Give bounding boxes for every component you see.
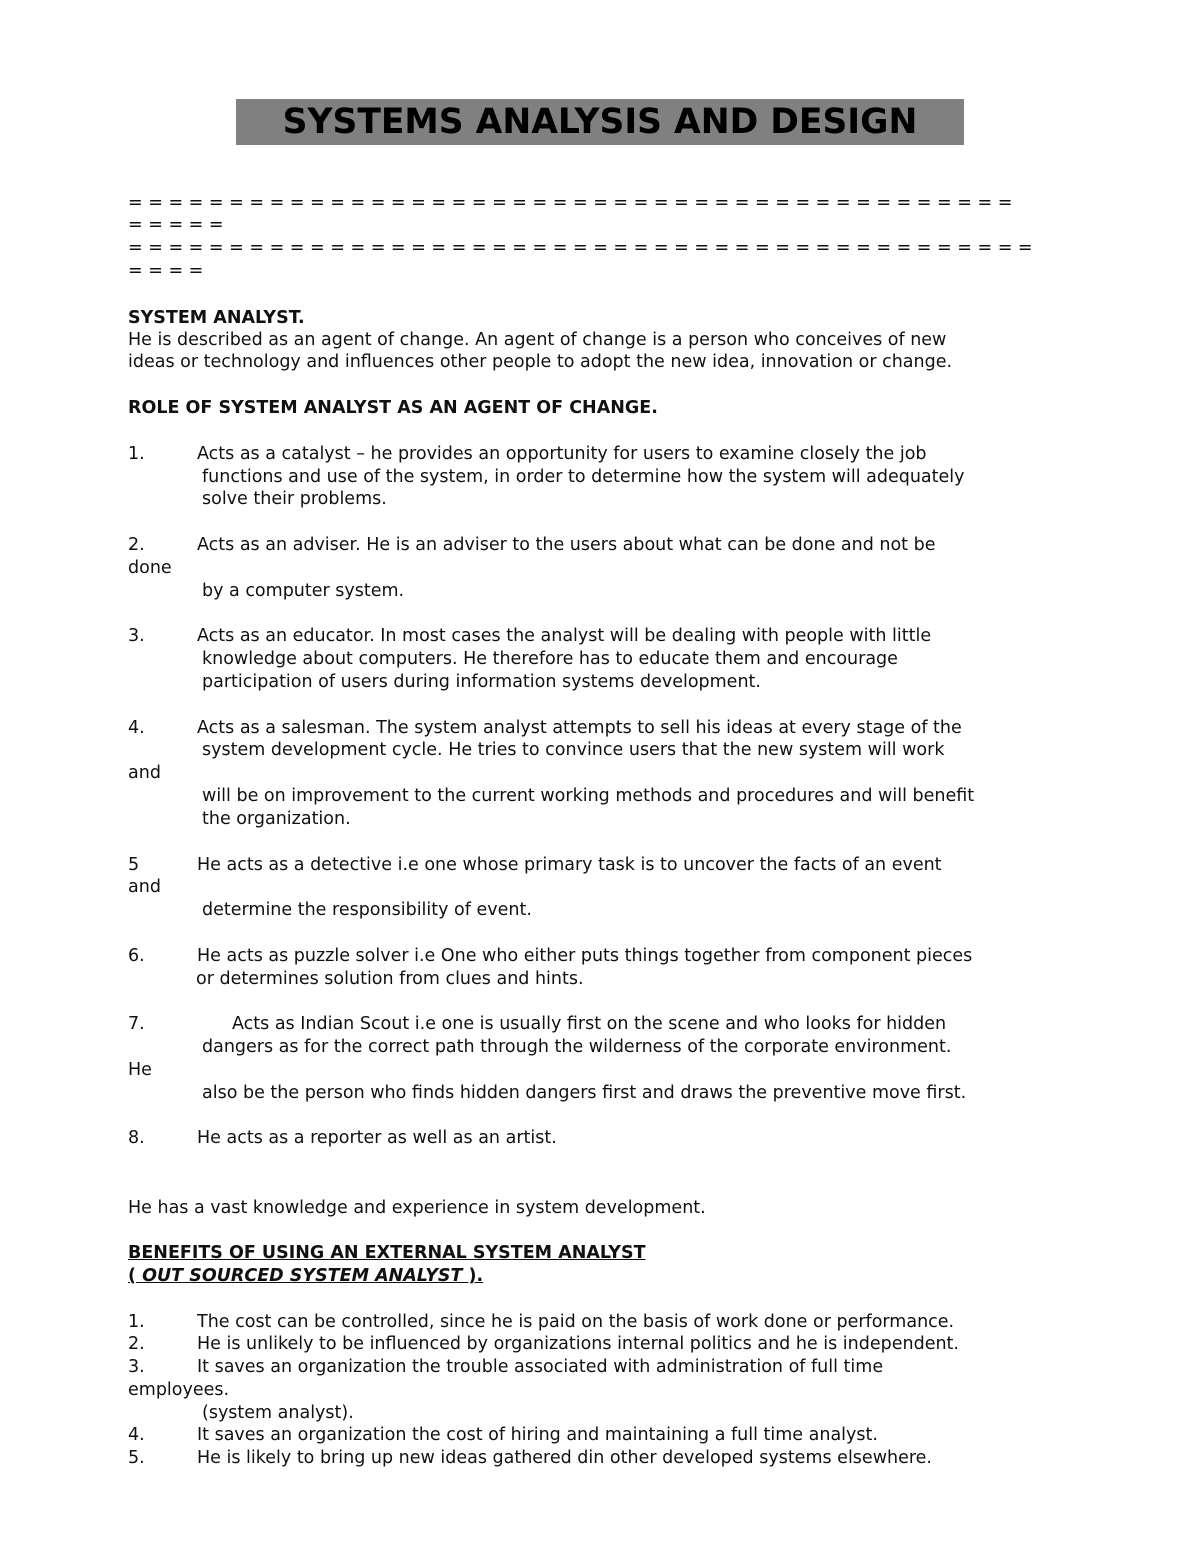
section-heading-system-analyst: SYSTEM ANALYST. (128, 308, 305, 328)
list-item-text: also be the person who finds hidden dangers first and draws the preventive move first. (202, 1083, 967, 1103)
list-item-number: 1. (128, 444, 145, 464)
list-item-text: functions and use of the system, in order to determine how the system will adequately (202, 467, 965, 487)
list-item-text: system development cycle. He tries to convince users that the new system will work (202, 740, 945, 760)
list-item-text: The cost can be controlled, since he is paid on the basis of work done or performance. (197, 1312, 955, 1332)
list-item-text: He acts as a reporter as well as an artist. (197, 1128, 557, 1148)
list-item-text: Acts as an adviser. He is an adviser to the users about what can be done and not be (197, 535, 936, 555)
list-item-text: and (128, 763, 161, 783)
list-item-text: by a computer system. (202, 581, 405, 601)
list-item-text: done (128, 558, 172, 578)
subheading-open: ( (128, 1266, 136, 1286)
separator-line: = = = = (128, 261, 204, 281)
list-item-text: Acts as a salesman. The system analyst attempts to sell his ideas at every stage of the (197, 718, 962, 738)
subheading-text: OUT SOURCED SYSTEM ANALYST (136, 1266, 469, 1286)
list-item-text: employees. (128, 1380, 230, 1400)
list-item-number: 5. (128, 1448, 145, 1468)
list-item-number: 1. (128, 1312, 145, 1332)
list-item-text: and (128, 877, 161, 897)
list-item-text: (system analyst). (202, 1403, 354, 1423)
list-item-number: 4. (128, 718, 145, 738)
list-item-text: solve their problems. (202, 489, 387, 509)
list-item-text: dangers as for the correct path through the wilderness of the corporate environment. (202, 1037, 952, 1057)
separator-line: = = = = = (128, 215, 224, 235)
document-title: SYSTEMS ANALYSIS AND DESIGN (236, 99, 964, 145)
list-item-text: will be on improvement to the current working methods and procedures and will benefit (202, 786, 975, 806)
list-item-number: 3. (128, 1357, 145, 1377)
list-item-number: 2. (128, 1334, 145, 1354)
separator-line: = = = = = = = = = = = = = = = = = = = = = = = = = = = = = = = = = = = = = = = = = = = = (128, 193, 1013, 213)
list-item-text: knowledge about computers. He therefore has to educate them and encourage (202, 649, 898, 669)
list-item-text: determine the responsibility of event. (202, 900, 532, 920)
list-item-text: He acts as puzzle solver i.e One who either puts things together from component pieces (197, 946, 973, 966)
paragraph-line: He is described as an agent of change. An agent of change is a person who conceives of new (128, 330, 947, 350)
list-item-text: or determines solution from clues and hints. (196, 969, 584, 989)
list-item-text: Acts as Indian Scout i.e one is usually first on the scene and who looks for hidden (232, 1014, 947, 1034)
list-item-number: 3. (128, 626, 145, 646)
list-item-text: It saves an organization the cost of hiring and maintaining a full time analyst. (197, 1425, 878, 1445)
section-heading-role: ROLE OF SYSTEM ANALYST AS AN AGENT OF CHANGE. (128, 398, 658, 418)
paragraph-line: He has a vast knowledge and experience in system development. (128, 1198, 706, 1218)
list-item-text: He is likely to bring up new ideas gathered din other developed systems elsewhere. (197, 1448, 932, 1468)
separator-line: = = = = = = = = = = = = = = = = = = = = = = = = = = = = = = = = = = = = = = = = = = = = = (128, 238, 1033, 258)
subheading-close: ). (468, 1266, 484, 1286)
list-item-number: 5 (128, 855, 140, 875)
list-item-text: He (128, 1060, 152, 1080)
list-item-number: 8. (128, 1128, 145, 1148)
list-item-number: 7. (128, 1014, 145, 1034)
list-item-text: the organization. (202, 809, 351, 829)
list-item-text: It saves an organization the trouble associated with administration of full time (197, 1357, 884, 1377)
list-item-text: He acts as a detective i.e one whose primary task is to uncover the facts of an event (197, 855, 942, 875)
list-item-text: He is unlikely to be influenced by organizations internal politics and he is independent. (197, 1334, 959, 1354)
list-item-number: 2. (128, 535, 145, 555)
list-item-number: 6. (128, 946, 145, 966)
list-item-number: 4. (128, 1425, 145, 1445)
list-item-text: Acts as an educator. In most cases the analyst will be dealing with people with little (197, 626, 932, 646)
section-subheading-benefits (128, 1265, 483, 1288)
list-item-text: participation of users during information systems development. (202, 672, 761, 692)
list-item-text: Acts as a catalyst – he provides an opportunity for users to examine closely the job (197, 444, 927, 464)
section-heading-benefits: BENEFITS OF USING AN EXTERNAL SYSTEM ANALYST (128, 1243, 646, 1263)
paragraph-line: ideas or technology and influences other people to adopt the new idea, innovation or change. (128, 352, 953, 372)
